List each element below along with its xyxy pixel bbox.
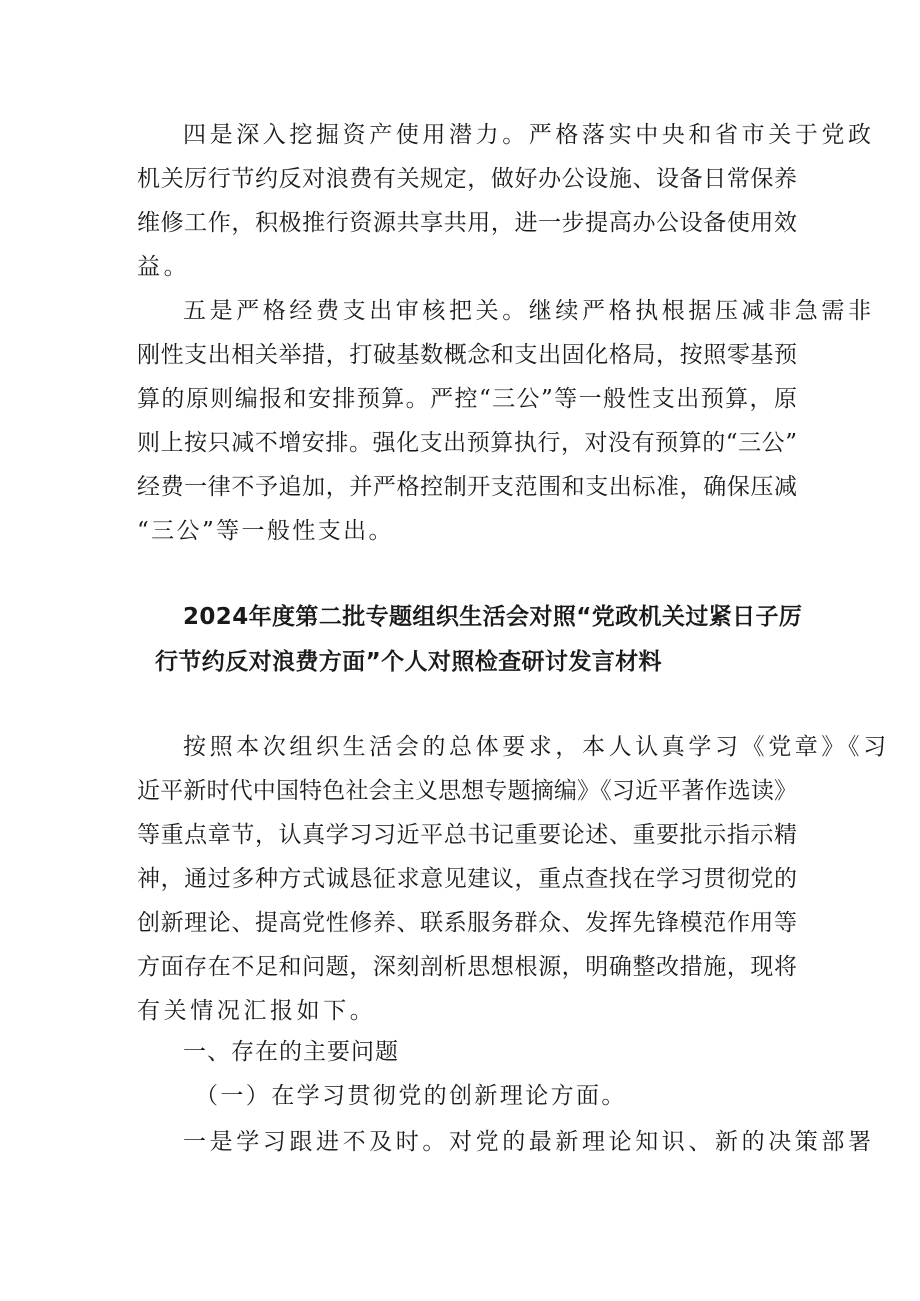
paragraph-line: 维修工作，积极推行资源共享共用，进一步提高办公设备使用效 — [137, 210, 797, 236]
document-title-line-2: 行节约反对浪费方面”个人对照检查研讨发言材料 — [155, 649, 662, 675]
paragraph-line: 五是严格经费支出审核把关。继续严格执根据压减非急需非 — [183, 298, 875, 324]
paragraph-line: 益。 — [137, 254, 191, 280]
paragraph-line: 创新理论、提高党性修养、联系服务群众、发挥先锋模范作用等 — [137, 910, 797, 936]
paragraph-line: “三公”等一般性支出。 — [137, 518, 394, 544]
paragraph-line: 按照本次组织生活会的总体要求，本人认真学习《党章》《习 — [183, 734, 890, 760]
paragraph-line: 有关情况汇报如下。 — [137, 998, 377, 1024]
section-heading: 一、存在的主要问题 — [183, 1039, 399, 1065]
subsection-heading: （一）在学习贯彻党的创新理论方面。 — [195, 1083, 627, 1109]
paragraph-line: 四是深入挖掘资产使用潜力。严格落实中央和省市关于党政 — [183, 122, 875, 148]
paragraph-line: 机关厉行节约反对浪费有关规定，做好办公设施、设备日常保养 — [137, 166, 797, 192]
paragraph-line: 经费一律不予追加，并严格控制开支范围和支出标准，确保压减 — [137, 474, 797, 500]
paragraph-line: 算的原则编报和安排预算。严控“三公”等一般性支出预算，原 — [137, 386, 797, 412]
paragraph-line: 神，通过多种方式诚恳征求意见建议，重点查找在学习贯彻党的 — [137, 866, 797, 892]
document-title-line-1: 2024年度第二批专题组织生活会对照“党政机关过紧日子厉 — [183, 604, 803, 630]
paragraph-line: 等重点章节，认真学习习近平总书记重要论述、重要批示指示精 — [137, 822, 797, 848]
paragraph-line: 则上按只减不增安排。强化支出预算执行，对没有预算的“三公” — [137, 430, 797, 456]
paragraph-line: 近平新时代中国特色社会主义思想专题摘编》《习近平著作选读》 — [137, 778, 797, 804]
paragraph-line: 方面存在不足和问题，深刻剖析思想根源，明确整改措施，现将 — [137, 954, 797, 980]
paragraph-line: 刚性支出相关举措，打破基数概念和支出固化格局，按照零基预 — [137, 342, 797, 368]
paragraph-line: 一是学习跟进不及时。对党的最新理论知识、新的决策部署 — [183, 1129, 875, 1155]
